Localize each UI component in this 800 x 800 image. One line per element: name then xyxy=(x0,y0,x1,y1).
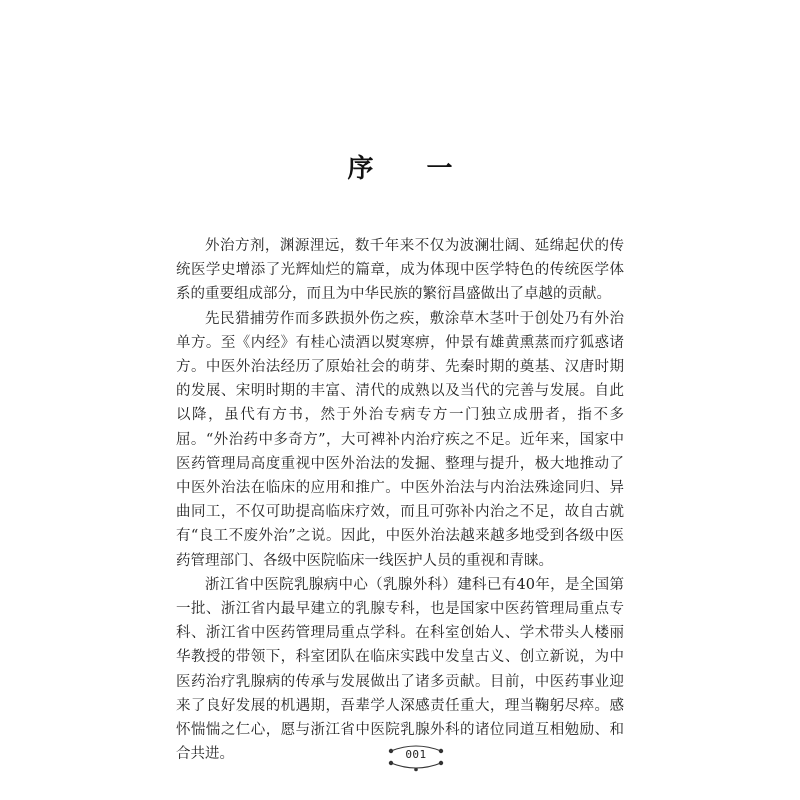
paragraph-2: 先民猎捕劳作而多跌损外伤之疾，敷涂草木茎叶于创处乃有外治单方。至《内经》有桂心渍酒以熨寒痹，仲景有雄黄熏蒸而疗狐惑诸方。中医外治法经历了原始社会的萌芽、先秦时期的奠基、汉唐时期的发展、宋明时期的丰富、清代的成熟以及当代的完善与发展。自此以降，虽代有方书，然于外治专病专方一门独立成册者，指不多屈。“外治药中多奇方”，大可裨补内治疗疾之不足。近年来，国家中医药管理局高度重视中医外治法的发掘、整理与提升，极大地推动了中医外治法在临床的应用和推广。中医外治法与内治法殊途同归、异曲同工，不仅可助提高临床疗效，而且可弥补内治之不足，故自古就有“良工不废外治”之说。因此，中医外治法越来越多地受到各级中医药管理部门、各级中医院临床一线医护人员的重视和青睐。 xyxy=(176,310,624,569)
page-number xyxy=(385,742,447,772)
paragraph-3: 浙江省中医院乳腺病中心（乳腺外科）建科已有40年，是全国第一批、浙江省内最早建立的乳腺专科，也是国家中医药管理局重点专科、浙江省中医药管理局重点学科。在科室创始人、学术带头人楼丽华教授的带领下，科室团队在临床实践中发皇古义、创立新说，为中医药治疗乳腺病的传承与发展做出了诸多贡献。目前，中医药事业迎来了良好发展的机遇期，吾辈学人深感责任重大，理当鞠躬尽瘁。感怀惴惴之仁心，愿与浙江省中医院乳腺外科的诸位同道互相勉励、和合共进。 xyxy=(176,576,624,763)
page-title: 序 一 xyxy=(347,154,475,184)
preface-body xyxy=(176,234,624,766)
paragraph-1: 外治方剂，渊源浬远，数千年来不仅为波澜壮阔、延绵起伏的传统医学史增添了光辉灿烂的篇章，成为体现中医学特色的传统医学体系的重要组成部分，而且为中华民族的繁衍昌盛做出了卓越的贡献。 xyxy=(176,238,624,303)
page-number-text: 001 xyxy=(405,748,427,761)
